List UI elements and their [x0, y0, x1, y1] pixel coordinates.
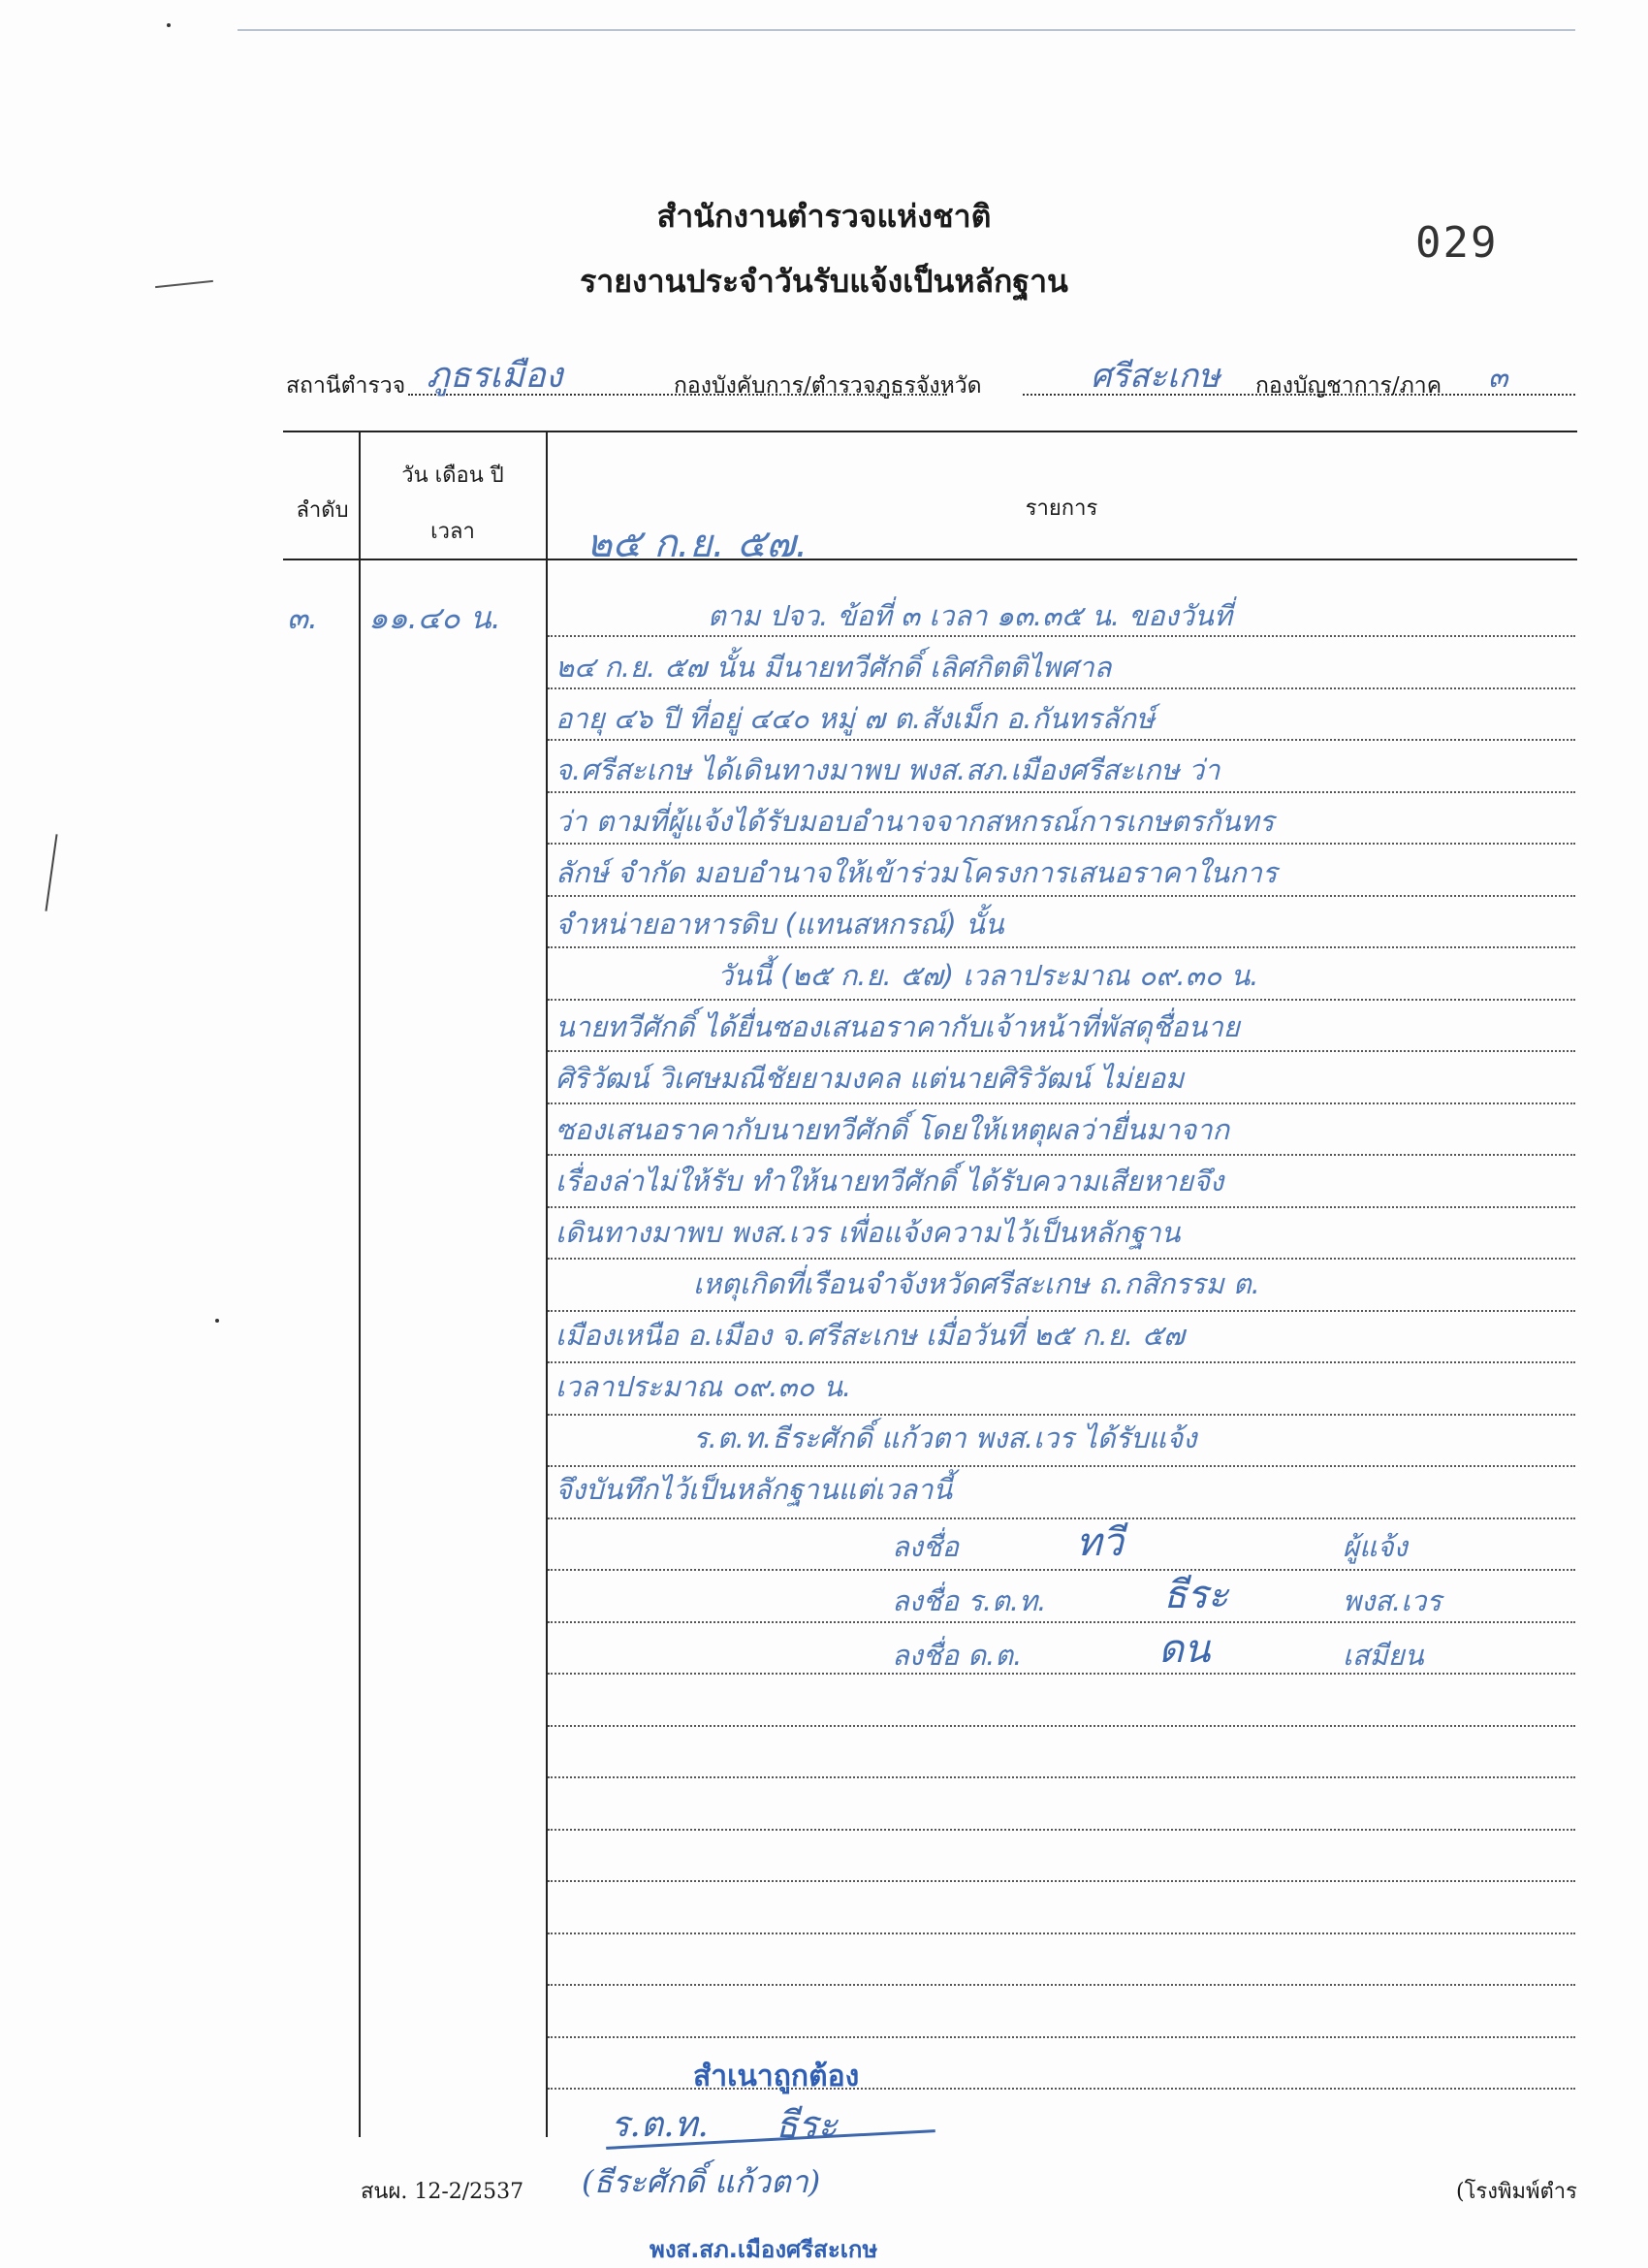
col-header-date: วัน เดือน ปี — [401, 463, 504, 488]
entry-line: เหตุเกิดที่เรือนจำจังหวัดศรีสะเกษ ถ.กสิกรรม ต. — [693, 1267, 1260, 1300]
ruled-line — [548, 1933, 1575, 1934]
region-dotted-line — [1469, 394, 1575, 396]
org-title: สำนักงานตำรวจแห่งชาติ — [656, 198, 992, 235]
report-title: รายงานประจำวันรับแจ้งเป็นหลักฐาน — [580, 263, 1068, 300]
entry-line: นายทวีศักดิ์ ได้ยื่นซองเสนอราคากับเจ้าหน้าที่พัสดุชื่อนาย — [555, 1010, 1240, 1043]
signature-prefix: ลงชื่อ ร.ต.ท. — [892, 1584, 1047, 1617]
ruled-line — [548, 1984, 1575, 1986]
entry-line: ว่า ตามที่ผู้แจ้งได้รับมอบอำนาจจากสหกรณ์การเกษตรกันทร — [555, 805, 1275, 838]
entry-time: ๑๑.๔๐ น. — [368, 599, 501, 636]
province-label: กองบังคับการ/ตำรวจภูธรจังหวัด — [674, 373, 982, 399]
ruled-line — [548, 1829, 1575, 1831]
ruled-line — [548, 946, 1575, 948]
ruled-line — [548, 999, 1575, 1001]
province-value: ศรีสะเกษ — [1091, 357, 1220, 396]
ruled-line — [548, 2036, 1575, 2038]
entry-line: เดินทางมาพบ พงส.เวร เพื่อแจ้งความไว้เป็นหลักฐาน — [555, 1216, 1181, 1249]
table-top-border — [283, 431, 1577, 432]
table-header-bottom-border — [283, 559, 1577, 560]
ruled-line — [548, 1880, 1575, 1882]
ruled-line — [548, 1154, 1575, 1156]
form-code: สนผ. 12-2/2537 — [361, 2180, 524, 2204]
stamp-position: พงส.สภ.เมืองศรีสะเกษ — [650, 2236, 878, 2263]
station-label: สถานีตำรวจ — [286, 373, 406, 399]
col-header-details: รายการ — [1025, 496, 1098, 521]
stamp-name: (ธีระศักดิ์ แก้วตา) — [582, 2163, 821, 2200]
col-header-seq: ลำดับ — [296, 498, 349, 523]
signature-prefix: ลงชื่อ — [892, 1530, 960, 1563]
stamp-signature-mark: ธีระ — [776, 2103, 839, 2146]
entry-line: ร.ต.ท.ธีระศักดิ์ แก้วตา พงส.เวร ได้รับแจ้ง — [693, 1421, 1197, 1454]
entry-line: เรื่องล่าไม่ให้รับ ทำให้นายทวีศักดิ์ ได้รับความเสียหายจึง — [555, 1165, 1224, 1198]
entry-line: อายุ ๔๖ ปี ที่อยู่ ๔๔๐ หมู่ ๗ ต.สังเม็ก อ.กันทรลักษ์ — [555, 702, 1156, 735]
ruled-line — [548, 1725, 1575, 1727]
ruled-line — [548, 1050, 1575, 1052]
entry-line: ศิริวัฒน์ วิเศษมณีชัยยามงคล แต่นายศิริวัฒน์ ไม่ยอม — [555, 1062, 1185, 1095]
speck — [167, 23, 171, 27]
entry-line: จ.ศรีสะเกษ ได้เดินทางมาพบ พงส.สภ.เมืองศรีสะเกษ ว่า — [555, 753, 1220, 786]
region-value: ๓ — [1488, 361, 1508, 395]
speck — [215, 1319, 219, 1323]
ruled-line — [548, 1102, 1575, 1104]
header-date-value: ๒๕ ก.ย. ๕๗. — [586, 522, 808, 566]
ruled-line — [548, 1310, 1575, 1312]
ruled-line — [548, 895, 1575, 897]
ruled-line — [548, 1206, 1575, 1208]
signature-mark: ทวี — [1076, 1520, 1124, 1565]
column-divider-seq — [359, 431, 361, 2137]
signature-prefix: ลงชื่อ ด.ต. — [892, 1639, 1023, 1672]
top-rule — [238, 29, 1575, 31]
col-header-time: เวลา — [430, 520, 475, 544]
signature-role: ผู้แจ้ง — [1343, 1530, 1408, 1563]
doc-number: 029 — [1415, 218, 1499, 268]
entry-line: วันนี้ (๒๕ ก.ย. ๕๗) เวลาประมาณ ๐๙.๓๐ น. — [717, 959, 1259, 992]
ruled-line — [548, 1258, 1575, 1260]
entry-line: ซองเสนอราคากับนายทวีศักดิ์ โดยให้เหตุผลว่ายื่นมาจาก — [555, 1113, 1230, 1146]
margin-mark — [45, 834, 57, 910]
entry-line: เมืองเหนือ อ.เมือง จ.ศรีสะเกษ เมื่อวันที่ ๒๕ ก.ย. ๕๗ — [555, 1319, 1185, 1352]
entry-line: ๒๔ ก.ย. ๕๗ นั้น มีนายทวีศักดิ์ เลิศกิตติไพศาล — [555, 651, 1112, 684]
entry-line: จำหน่ายอาหารดิบ (แทนสหกรณ์) นั้น — [555, 908, 1004, 941]
entry-line: ตาม ปจว. ข้อที่ ๓ เวลา ๑๓.๓๕ น. ของวันที่ — [708, 599, 1232, 632]
stamp-signature-rank: ร.ต.ท. — [611, 2105, 709, 2145]
entry-line: ลักษ์ จำกัด มอบอำนาจให้เข้าร่วมโครงการเสนอราคาในการ — [555, 856, 1278, 889]
station-value: ภูธรเมือง — [427, 356, 563, 396]
printer-credit: (โรงพิมพ์ตำร — [1456, 2180, 1577, 2204]
signature-role: เสมียน — [1343, 1639, 1424, 1672]
ruled-line — [548, 1361, 1575, 1363]
signature-mark: ธีระ — [1163, 1573, 1229, 1617]
signature-mark: ดน — [1158, 1627, 1211, 1672]
stamp-heading: สำเนาถูกต้อง — [693, 2060, 860, 2093]
form-header-fields — [286, 356, 1575, 407]
ruled-line — [548, 1517, 1575, 1519]
entry-seq: ๓. — [287, 599, 319, 636]
entry-line: จึงบันทึกไว้เป็นหลักฐานแต่เวลานี้ — [555, 1473, 953, 1506]
ruled-line — [548, 1569, 1575, 1571]
ruled-line — [548, 1776, 1575, 1778]
entry-line: เวลาประมาณ ๐๙.๓๐ น. — [555, 1370, 852, 1403]
signature-role: พงส.เวร — [1343, 1584, 1442, 1617]
region-label: กองบัญชาการ/ภาค — [1255, 373, 1442, 399]
